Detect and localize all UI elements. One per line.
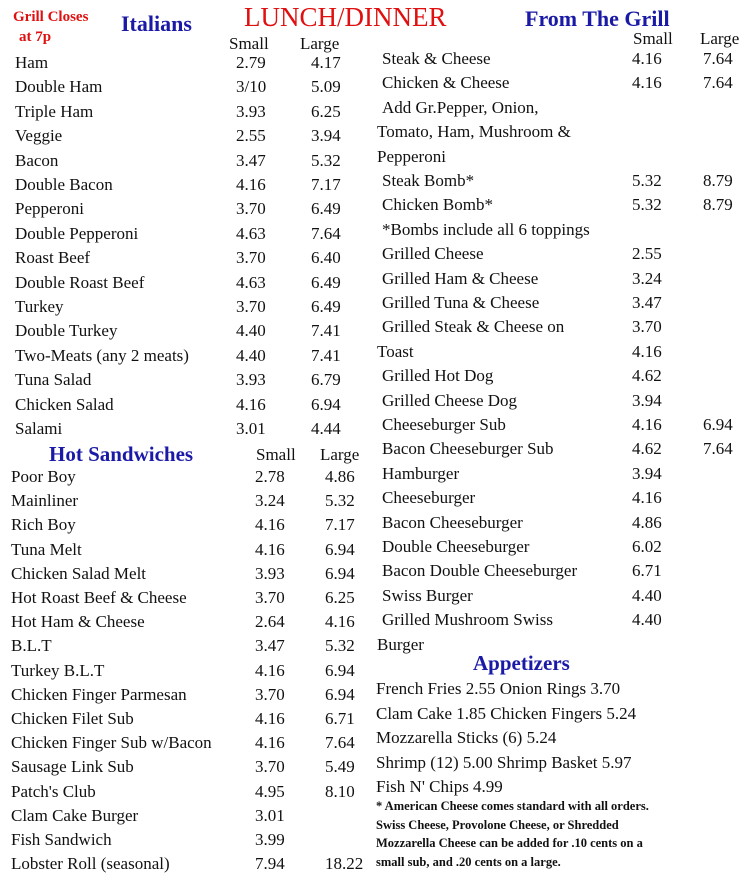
italians-heading: Italians [121,11,192,36]
item-name: Sausage Link Sub [11,757,134,777]
item-price-small: 3.47 [236,150,266,170]
item-name: Grilled Cheese [382,244,484,264]
item-name: Steak Bomb* [382,171,475,190]
item-name: Double Bacon [15,175,113,194]
item-name: Salami [15,419,63,438]
item-price-large: 6.94 [325,563,355,583]
item-price-small: 6.02 [632,537,662,556]
item-price-large: 8.79 [703,171,733,190]
item-price-small: 4.16 [255,539,285,559]
item-price-small: 4.40 [236,345,266,365]
item-price-large: 8.79 [703,195,733,215]
item-name: Double Ham [15,77,103,97]
item-price-small: 2.79 [236,53,266,72]
note-line: small sub, and .20 cents on a large. [376,854,561,869]
item-price-small: 3.99 [255,830,285,849]
item-name: Steak & Cheese [382,49,491,68]
item-price-small: 3.94 [632,390,662,410]
item-price-large: 6.49 [311,199,341,219]
item-price-large: 7.17 [325,515,355,535]
item-name: Grilled Ham & Cheese [382,268,539,288]
item-price-large: 7.17 [311,175,341,194]
note-line: * American Cheese comes standard with all orders. [376,799,649,813]
item-name: Chicken Finger Parmesan [11,684,187,704]
item-price-small: 4.40 [632,610,662,630]
item-price-large: 8.10 [325,781,355,801]
item-name: Bacon [15,150,59,170]
item-name: Rich Boy [11,515,76,535]
item-name: Grilled Mushroom Swiss [382,610,553,630]
item-name: Hot Roast Beef & Cheese [11,588,187,607]
item-name: Toast [377,341,414,361]
item-name: Mainliner [11,491,79,511]
appetizer-line: Clam Cake 1.85 Chicken Fingers 5.24 [376,703,637,723]
item-name: Add Gr.Pepper, Onion, [382,97,539,117]
item-name: Double Roast Beef [15,272,145,292]
item-price-large: 6.25 [311,101,341,121]
item-price-large: 5.09 [311,77,341,97]
appetizer-line: Mozzarella Sticks (6) 5.24 [376,728,557,747]
item-price-large: 7.64 [703,49,733,68]
item-price-small: 3.70 [255,588,285,607]
appetizer-line: Shrimp (12) 5.00 Shrimp Basket 5.97 [376,752,632,772]
item-price-small: 3.24 [632,268,662,288]
item-name: Tomato, Ham, Mushroom & [377,122,571,142]
hot-large-header: Large [320,445,360,464]
item-price-large: 6.94 [703,415,733,434]
grill-heading: From The Grill [525,6,670,31]
item-price-large: 6.94 [311,394,341,414]
item-price-small: 4.16 [236,175,266,194]
item-price-large: 6.71 [325,709,355,728]
item-price-small: 4.40 [632,585,662,605]
item-name: Ham [15,53,49,72]
item-name: Cheeseburger Sub [382,415,506,434]
item-price-large: 7.64 [311,223,341,243]
item-price-small: 5.32 [632,195,662,215]
item-price-large: 6.25 [325,588,355,607]
hot-small-header: Small [256,445,296,464]
item-price-small: 2.64 [255,612,285,632]
item-name: Turkey [15,297,64,316]
item-name: Turkey B.L.T [11,660,105,680]
item-price-small: 4.16 [632,341,662,361]
item-price-small: 3/10 [236,77,267,97]
item-price-large: 6.49 [311,297,341,316]
item-price-small: 4.40 [236,321,266,341]
item-name: Double Cheeseburger [382,537,530,556]
item-price-small: 3.70 [255,684,285,704]
item-price-large: 4.86 [325,467,355,486]
item-price-small: 4.16 [632,73,662,93]
item-price-large: 5.32 [325,491,355,511]
item-name: Roast Beef [15,248,91,268]
item-name: Grilled Tuna & Cheese [382,293,540,312]
item-price-small: 4.16 [255,733,285,753]
italians-large-header: Large [300,34,340,53]
item-price-large: 18.22 [325,854,364,874]
item-price-large: 6.40 [311,248,341,268]
item-name: Poor Boy [11,467,76,486]
item-name: Bacon Cheeseburger [382,512,523,532]
item-price-large: 5.49 [325,757,355,777]
appetizers-heading: Appetizers [473,651,570,675]
item-name: Double Turkey [15,321,118,341]
item-price-large: 4.44 [311,419,341,438]
item-price-large: 6.94 [325,660,355,680]
grill-closes-line2: at 7p [19,29,52,45]
item-name: Lobster Roll (seasonal) [11,854,170,874]
item-price-large: 3.94 [311,126,341,146]
item-price-small: 3.93 [255,563,285,583]
grill-closes-line1: Grill Closes [13,9,89,25]
grill-small-header: Small [633,29,673,48]
item-price-large: 5.32 [311,150,341,170]
item-price-small: 5.32 [632,171,662,190]
item-price-large: 7.41 [311,345,341,365]
item-price-large: 7.41 [311,321,341,341]
item-name: Bacon Double Cheeseburger [382,561,578,581]
item-name: Bacon Cheeseburger Sub [382,439,554,459]
item-price-small: 4.62 [632,366,662,386]
item-price-small: 3.70 [236,297,266,316]
item-price-small: 3.01 [236,419,266,438]
item-name: Double Pepperoni [15,223,139,243]
item-price-small: 3.93 [236,370,266,390]
appetizer-line: Fish N' Chips 4.99 [376,777,503,796]
item-name: *Bombs include all 6 toppings [382,219,590,239]
note-line: Swiss Cheese, Provolone Cheese, or Shredded [376,817,619,832]
item-name: Hot Ham & Cheese [11,612,145,632]
item-price-small: 4.63 [236,223,266,243]
item-name: Chicken Salad [15,394,114,414]
item-name: Hamburger [382,463,460,483]
item-price-small: 6.71 [632,561,662,581]
item-price-small: 3.70 [255,757,285,777]
item-price-small: 3.47 [632,293,662,312]
item-price-large: 6.94 [325,539,355,559]
item-price-large: 6.94 [325,684,355,704]
item-price-large: 6.79 [311,370,341,390]
item-price-small: 4.16 [632,415,662,434]
item-name: Pepperoni [377,146,446,166]
item-name: Pepperoni [15,199,84,219]
page-title: LUNCH/DINNER [244,2,447,32]
item-name: B.L.T [11,636,52,656]
item-name: Grilled Hot Dog [382,366,494,386]
italians-small-header: Small [229,34,269,53]
item-price-small: 4.95 [255,781,285,801]
item-name: Grilled Steak & Cheese on [382,317,565,337]
item-price-large: 7.64 [703,73,733,93]
item-price-small: 3.47 [255,636,285,656]
item-name: Grilled Cheese Dog [382,390,518,410]
item-price-small: 4.16 [632,49,662,68]
item-price-small: 3.93 [236,101,266,121]
item-name: Triple Ham [15,101,94,121]
item-name: Chicken Salad Melt [11,563,147,583]
item-price-small: 3.70 [236,199,266,219]
item-name: Tuna Salad [15,370,92,390]
item-price-large: 7.64 [325,733,355,753]
hot-sandwiches-heading: Hot Sandwiches [49,442,194,466]
item-price-small: 4.62 [632,439,662,459]
item-price-large: 5.32 [325,636,355,656]
item-price-small: 2.78 [255,467,285,486]
item-price-small: 4.63 [236,272,266,292]
item-name: Swiss Burger [382,585,473,605]
item-name: Tuna Melt [11,539,82,559]
item-price-small: 3.70 [632,317,662,337]
item-price-small: 3.94 [632,463,662,483]
item-name: Chicken & Cheese [382,73,510,93]
item-name: Patch's Club [11,781,96,801]
item-price-small: 3.70 [236,248,266,268]
item-name: Clam Cake Burger [11,805,139,825]
item-name: Chicken Filet Sub [11,709,134,728]
item-price-large: 7.64 [703,439,733,459]
item-price-small: 4.16 [255,660,285,680]
note-line: Mozzarella Cheese can be added for .10 cents on a [376,836,643,850]
item-price-small: 4.16 [255,515,285,535]
grill-large-header: Large [700,29,740,48]
item-price-small: 4.16 [632,488,662,508]
item-price-large: 4.16 [325,612,355,632]
item-price-small: 3.24 [255,491,285,511]
item-price-small: 4.16 [236,394,266,414]
item-price-large: 4.17 [311,53,341,72]
item-price-small: 4.86 [632,512,662,532]
appetizer-line: French Fries 2.55 Onion Rings 3.70 [376,679,621,698]
item-name: Chicken Bomb* [382,195,493,215]
item-price-small: 2.55 [236,126,266,146]
item-price-small: 7.94 [255,854,285,874]
item-name: Burger [377,634,424,654]
item-name: Chicken Finger Sub w/Bacon [11,733,212,753]
item-name: Cheeseburger [382,488,476,508]
item-price-small: 2.55 [632,244,662,264]
item-name: Two-Meats (any 2 meats) [15,345,189,365]
item-price-small: 4.16 [255,709,285,728]
item-price-small: 3.01 [255,805,285,825]
item-name: Fish Sandwich [11,830,112,849]
item-name: Veggie [15,126,63,146]
item-price-large: 6.49 [311,272,341,292]
